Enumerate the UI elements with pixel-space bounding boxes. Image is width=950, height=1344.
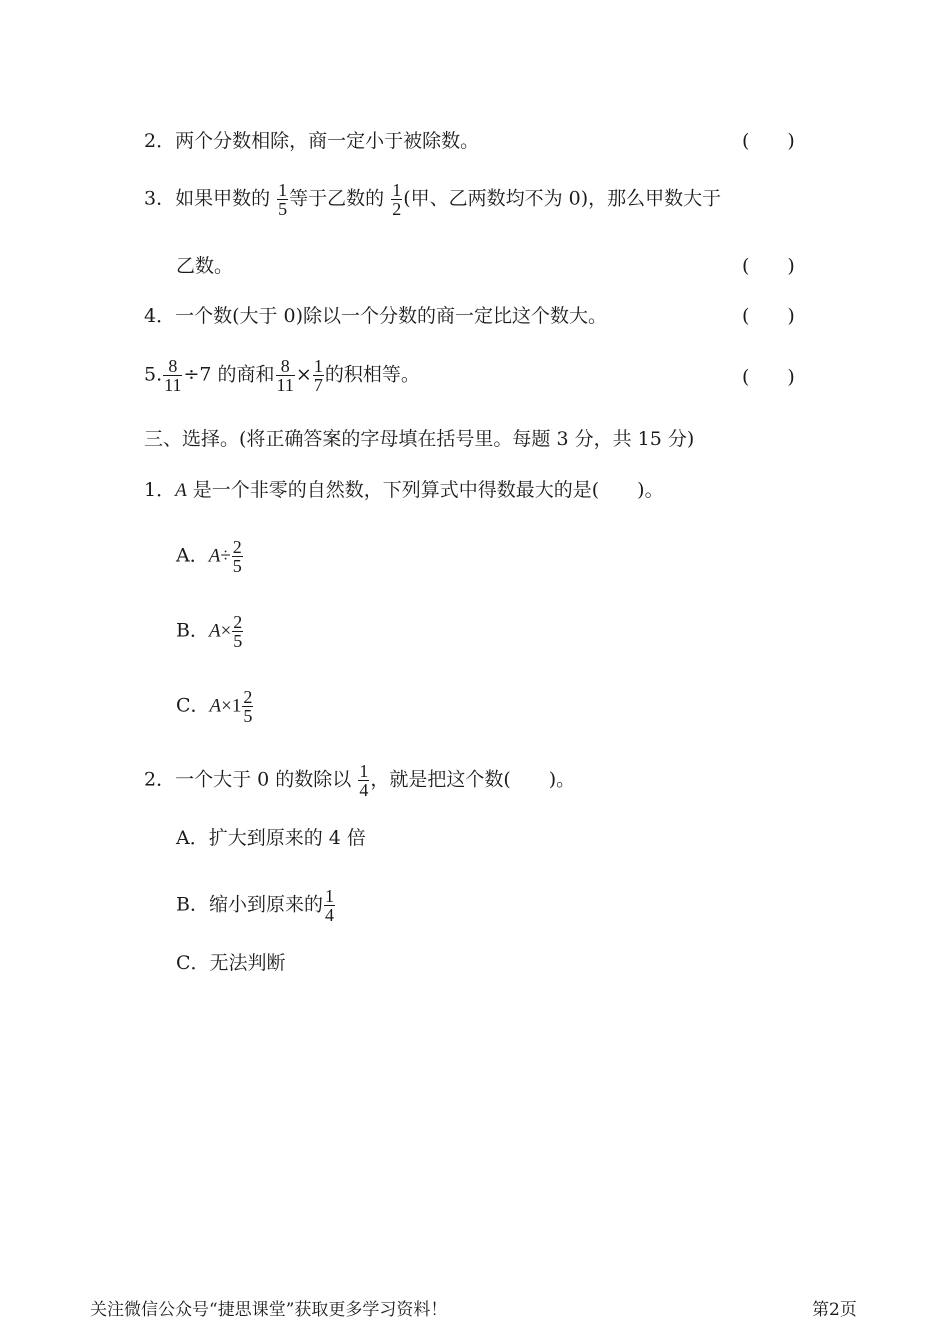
option-variable: A	[209, 695, 222, 717]
choice-q2-fraction	[358, 762, 369, 799]
option-operator: ×1	[221, 695, 242, 717]
choice-q1	[144, 478, 664, 503]
option-label: C．	[176, 952, 210, 974]
fraction-numerator: 1	[278, 180, 288, 200]
page-number: 第2页	[812, 1300, 857, 1320]
option-label: A．	[176, 544, 209, 567]
fraction-numerator: 1	[359, 761, 369, 781]
fraction-denominator: 4	[359, 780, 369, 800]
section-3-heading: 三、选择。(将正确答案的字母填在括号里。每题 3 分，共 15 分)	[144, 428, 695, 450]
choice-q2-number: 2．	[144, 768, 176, 791]
option-variable: A	[208, 620, 221, 642]
fraction-denominator: 7	[313, 375, 323, 395]
fraction-numerator: 2	[233, 612, 243, 632]
judge-q3-continuation: 乙数。	[176, 255, 234, 277]
fraction-denominator: 5	[278, 199, 288, 219]
judge-q3-text-1: 如果甲数的	[175, 187, 271, 210]
choice-q1-number: 1．	[144, 479, 176, 501]
fraction-numerator: 8	[280, 356, 290, 376]
choice-q2	[144, 762, 575, 799]
fraction-numerator: 2	[243, 687, 253, 707]
option-fraction	[232, 538, 243, 575]
judge-q4-answer-paren[interactable]: ( )	[742, 305, 795, 327]
option-label: A．	[176, 827, 209, 849]
option-fraction	[324, 887, 335, 924]
judge-q2-text: 两个分数相除，商一定小于被除数。	[175, 130, 480, 152]
judge-q5-fraction-1	[163, 357, 182, 394]
option-operator: ×	[220, 620, 232, 642]
choice-q1-text: 是一个非零的自然数，下列算式中得数最大的是( )。	[186, 479, 664, 501]
option-text: 无法判断	[209, 952, 286, 974]
fraction-denominator: 5	[232, 556, 242, 576]
fraction-numerator: 1	[324, 886, 334, 906]
footer-promo-text: 关注微信公众号“捷思课堂”获取更多学习资料！	[90, 1300, 448, 1320]
judge-q5-answer-paren[interactable]: ( )	[742, 366, 795, 388]
judge-q3-fraction-2	[391, 181, 402, 218]
judge-q3-answer-paren[interactable]: ( )	[742, 255, 795, 277]
choice-q1-variable: A	[175, 480, 187, 501]
choice-q2-option-a[interactable]	[176, 826, 366, 850]
judge-q2-answer-paren[interactable]: ( )	[742, 130, 795, 152]
choice-q1-option-b[interactable]	[176, 613, 244, 650]
judge-q5-text-1: ÷7 的商和	[183, 363, 275, 386]
option-variable: A	[208, 545, 221, 567]
fraction-denominator: 11	[276, 375, 294, 395]
fraction-numerator: 8	[168, 356, 178, 376]
judge-q5	[144, 357, 420, 394]
fraction-denominator: 2	[392, 199, 402, 219]
fraction-numerator: 1	[392, 180, 402, 200]
option-operator: ÷	[220, 545, 231, 567]
judge-q2	[144, 129, 479, 153]
option-label: B．	[176, 619, 209, 642]
fraction-numerator: 2	[232, 537, 242, 557]
fraction-denominator: 4	[324, 905, 334, 925]
judge-q5-number: 5.	[144, 363, 163, 386]
option-label: C．	[176, 694, 210, 717]
fraction-denominator: 5	[243, 706, 253, 726]
choice-q2-option-b[interactable]	[176, 887, 336, 924]
judge-q4	[144, 304, 607, 328]
option-text: 扩大到原来的 4 倍	[208, 827, 366, 849]
judge-q4-number: 4．	[144, 305, 176, 327]
fraction-denominator: 11	[164, 375, 182, 395]
choice-q1-option-a[interactable]	[176, 538, 244, 575]
option-fraction	[232, 613, 243, 650]
judge-q4-text: 一个数(大于 0)除以一个分数的商一定比这个数大。	[175, 305, 608, 327]
choice-q2-option-c[interactable]	[176, 951, 286, 975]
judge-q3-text-3: (甲、乙两数均不为 0)，那么甲数大于	[403, 187, 722, 210]
fraction-numerator: 1	[313, 356, 323, 376]
judge-q5-text-2: 的积相等。	[324, 363, 420, 386]
judge-q3-text-2: 等于乙数的	[289, 187, 385, 210]
choice-q1-option-c[interactable]	[176, 688, 254, 725]
judge-q3-number: 3．	[144, 187, 176, 210]
option-text: 缩小到原来的	[208, 893, 323, 916]
choice-q2-text-2: ，就是把这个数( )。	[370, 768, 576, 791]
judge-q2-number: 2．	[144, 130, 176, 152]
judge-q5-fraction-2	[276, 357, 295, 394]
judge-q3	[144, 181, 721, 218]
judge-q3-fraction-1	[277, 181, 288, 218]
option-fraction	[242, 688, 253, 725]
fraction-denominator: 5	[233, 631, 243, 651]
judge-q5-fraction-3	[313, 357, 324, 394]
judge-q5-times: ×	[295, 363, 312, 386]
choice-q2-text-1: 一个大于 0 的数除以	[175, 768, 352, 791]
option-label: B．	[176, 893, 209, 916]
